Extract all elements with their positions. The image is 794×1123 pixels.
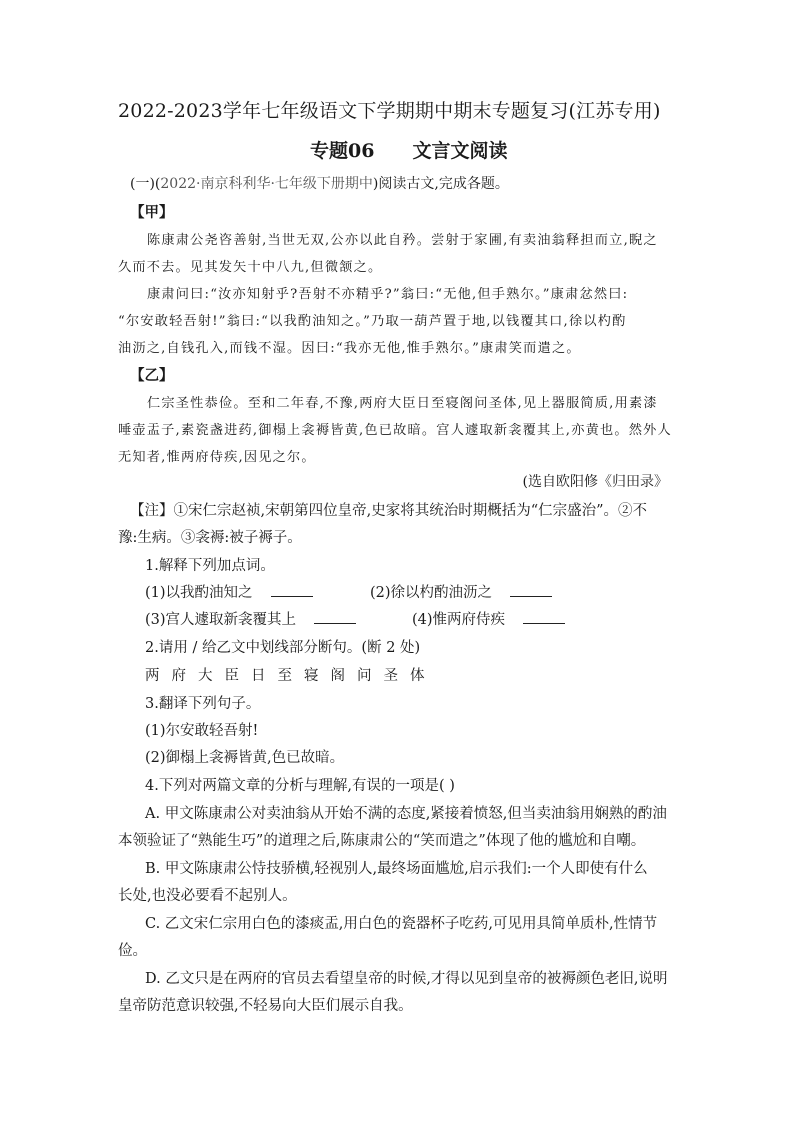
- section-label-yi: 【乙】: [130, 367, 174, 384]
- char: 府: [171, 668, 186, 684]
- note-line: 豫:生病。③衾褥:被子褥子。: [118, 530, 302, 546]
- option-a-line: A. 甲文陈康肃公对卖油翁从开始不满的态度,紧接着愤怒,但当卖油翁用娴熟的酌油: [145, 806, 667, 822]
- option-d-line: 皇帝防范意识较强,不轻易向大臣们展示自我。: [118, 998, 413, 1014]
- question-2-stem: 2.请用 / 给乙文中划线部分断句。(断 2 处): [145, 640, 421, 656]
- char: 寝: [304, 668, 319, 684]
- topic-name: 文言文阅读: [412, 140, 508, 162]
- section-label-jia: 【甲】: [130, 204, 174, 221]
- char: 大: [198, 668, 213, 684]
- item-text: (3)宫人遽取新衾覆其上: [145, 612, 297, 628]
- source-suffix: )阅读古文,完成各题。: [372, 176, 509, 192]
- option-a-line: 本领验证了“熟能生巧”的道理之后,陈康肃公的“笑而遣之”体现了他的尴尬和自嘲。: [118, 833, 646, 849]
- question-3-stem: 3.翻译下列句子。: [145, 696, 261, 712]
- source-line: [130, 173, 509, 193]
- char: 日: [251, 668, 266, 684]
- question-1-item-4: [412, 608, 565, 629]
- option-d-line: D. 乙文只是在两府的官员去看望皇帝的时候,才得以见到皇帝的被褥颜色老旧,说明: [145, 971, 668, 987]
- char: 圣: [383, 668, 398, 684]
- yi-text-line: 无知者,惟两府侍疾,因见之尔。: [118, 450, 316, 465]
- jia-text-line: “尔安敢轻吾射!”翁曰:“以我酌油知之。”乃取一葫芦置于地,以钱覆其口,徐以杓酌: [118, 314, 627, 329]
- char: 阁: [330, 668, 345, 684]
- option-b-line: 长处,也没必要看不起别人。: [118, 888, 297, 904]
- topic-number: 专题06: [310, 140, 375, 162]
- item-text: (2)徐以杓酌油沥之: [370, 585, 493, 601]
- item-text: (4)惟两府侍疾: [412, 612, 506, 628]
- jia-text-line: 油沥之,自钱孔入,而钱不湿。因曰:“我亦无他,惟手熟尔。”康肃笑而遣之。: [118, 341, 581, 356]
- char: 臣: [224, 668, 239, 684]
- note-line: 【注】①宋仁宗赵祯,宋朝第四位皇帝,史家将其统治时期概括为“仁宗盛治”。②不: [130, 503, 648, 519]
- source-detail: 2022·南京科利华·七年级下册期中: [160, 176, 373, 192]
- question-1-item-2: [370, 581, 552, 602]
- question-1-item-3: [145, 608, 356, 629]
- answer-blank[interactable]: [510, 584, 552, 597]
- jia-text-line: 陈康肃公尧咨善射,当世无双,公亦以此自矜。尝射于家圃,有卖油翁释担而立,睨之: [147, 233, 658, 248]
- answer-blank[interactable]: [523, 611, 565, 624]
- char: 体: [410, 668, 425, 684]
- option-c-line: C. 乙文宋仁宗用白色的漆痰盂,用白色的瓷器杯子吃药,可见用具简单质朴,性情节: [145, 916, 658, 932]
- option-c-line: 俭。: [118, 943, 147, 959]
- question-3-item-1: (1)尔安敢轻吾射!: [145, 723, 259, 739]
- jia-text-line: 康肃问曰:“汝亦知射乎?吾射不亦精乎?”翁曰:“无他,但手熟尔。”康肃忿然曰:: [147, 287, 629, 302]
- question-1-stem: 1.解释下列加点词。: [145, 558, 275, 574]
- yi-text-line: 唾壶盂子,素瓷盏进药,御榻上衾褥皆黄,色已故暗。宫人遽取新衾覆其上,亦黄也。然外人: [118, 423, 672, 438]
- char: 至: [277, 668, 292, 684]
- yi-text-line: 仁宗圣性恭俭。至和二年春,不豫,两府大臣日至寝阁问圣体,见上器服简质,用素漆: [147, 396, 658, 411]
- document-title: 2022-2023学年七年级语文下学期期中期末专题复习(江苏专用): [118, 100, 661, 122]
- jia-text-line: 久而不去。见其发矢十中八九,但微颔之。: [118, 260, 383, 275]
- answer-blank[interactable]: [271, 584, 313, 597]
- question-4-stem: 4.下列对两篇文章的分析与理解,有误的一项是( ): [145, 778, 455, 794]
- question-3-item-2: (2)御榻上衾褥皆黄,色已故暗。: [145, 750, 345, 766]
- answer-blank[interactable]: [314, 611, 356, 624]
- source-prefix: (一)(: [130, 176, 161, 192]
- topic-heading: [310, 136, 507, 163]
- char: 两: [145, 668, 160, 684]
- item-text: (1)以我酌油知之: [145, 585, 253, 601]
- citation: (选自欧阳修《归田录》: [522, 474, 668, 490]
- option-b-line: B. 甲文陈康肃公恃技骄横,轻视别人,最终场面尴尬,启示我们:一个人即使有什么: [145, 861, 648, 877]
- question-1-item-1: [145, 581, 313, 602]
- sentence-chars: [145, 664, 437, 685]
- char: 问: [357, 668, 372, 684]
